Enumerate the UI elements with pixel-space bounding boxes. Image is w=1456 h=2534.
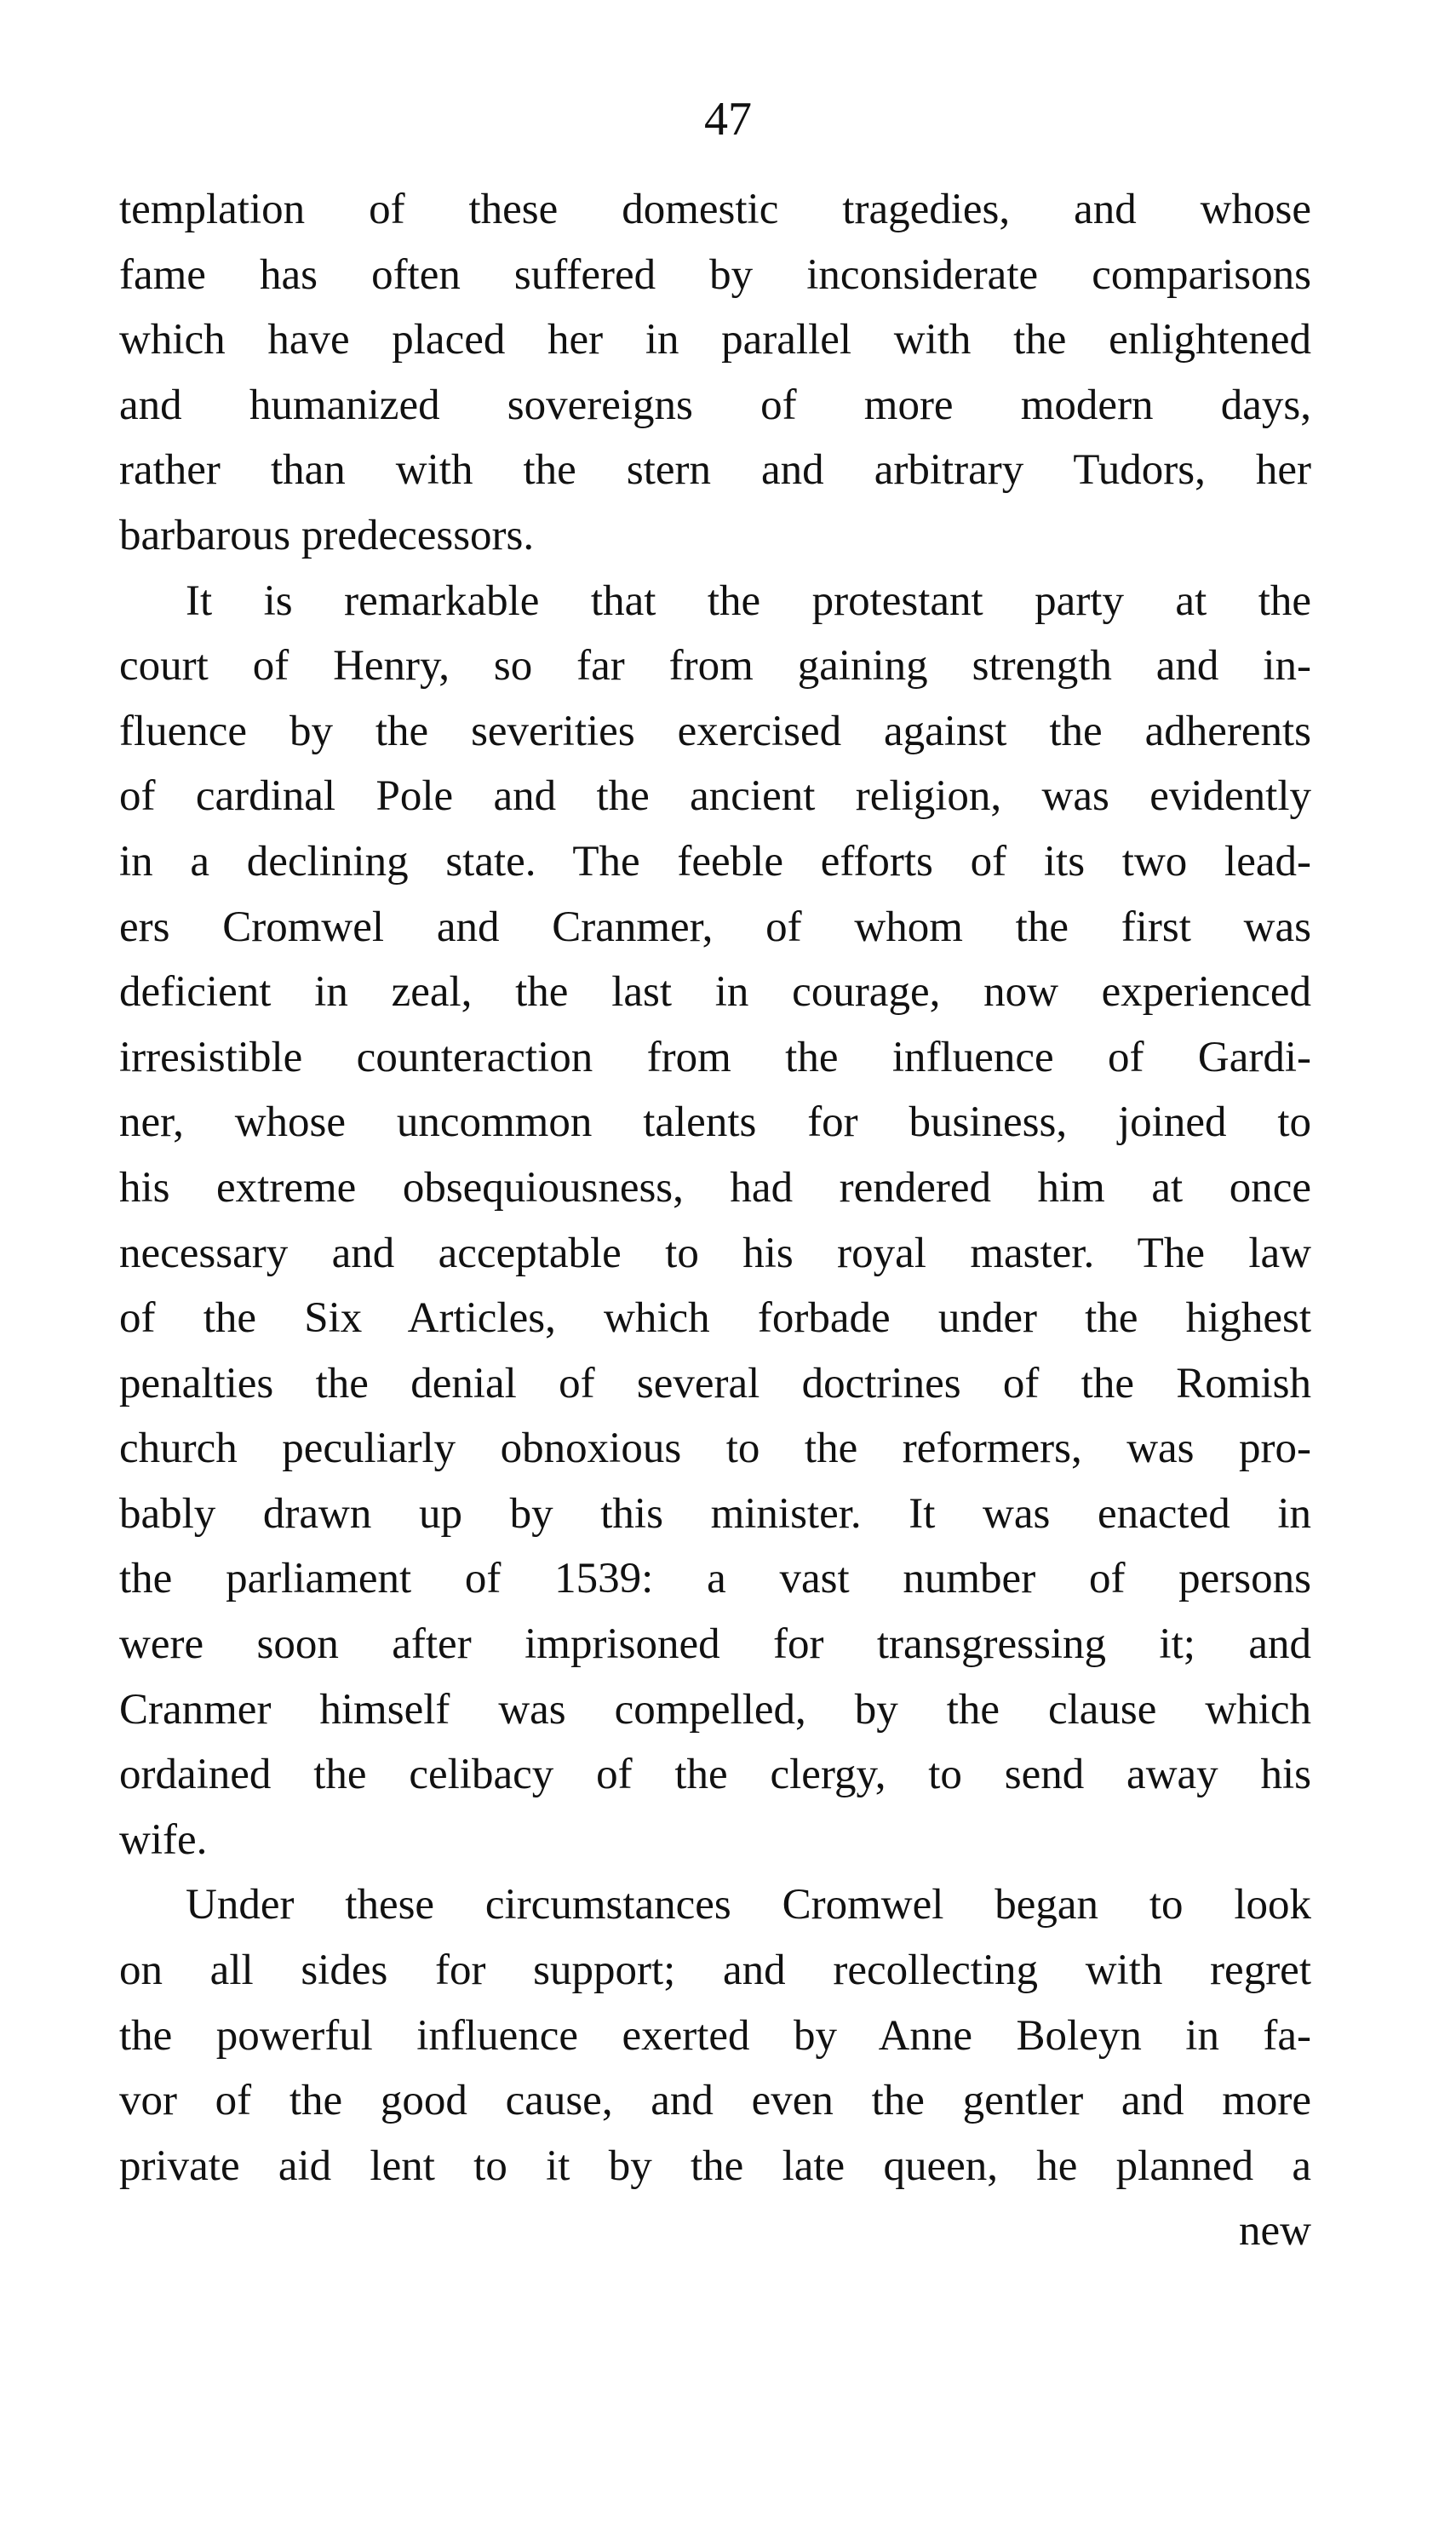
text-line: the powerful influence exerted by Anne Boleyn in fa- — [119, 2011, 1311, 2060]
paragraph-1 — [119, 177, 1311, 569]
text-line: deficient in zeal, the last in courage, now experienced — [119, 968, 1311, 1017]
text-line: Under these circumstances Cromwel began to look — [186, 1881, 1311, 1929]
page-number: 47 — [704, 93, 752, 146]
text-line: rather than with the stern and arbitrary Tudors, her — [119, 446, 1311, 495]
text-line: the parliament of 1539: a vast number of persons — [119, 1555, 1311, 1603]
text-line: ers Cromwel and Cranmer, of whom the first was — [119, 903, 1311, 951]
paragraph-3 — [119, 1872, 1311, 2199]
text-line: in a declining state. The feeble efforts of its two lead- — [119, 837, 1311, 886]
text-line: fluence by the severities exercised against the adherents — [119, 707, 1311, 755]
text-line: fame has often suffered by inconsiderate comparisons — [119, 250, 1311, 299]
text-line: and humanized sovereigns of more modern days, — [119, 381, 1311, 429]
text-line: Cranmer himself was compelled, by the clause which — [119, 1685, 1311, 1734]
text-line: penalties the denial of several doctrines of the Romish — [119, 1359, 1311, 1407]
text-line: which have placed her in parallel with the enlightened — [119, 316, 1311, 364]
catchword: new — [1239, 2207, 1311, 2256]
text-line: private aid lent to it by the late queen, he planned a — [119, 2141, 1311, 2190]
text-line: wife. — [119, 1815, 208, 1864]
text-line: of the Six Articles, which forbade under the highest — [119, 1294, 1311, 1343]
text-line: court of Henry, so far from gaining strength and in- — [119, 642, 1311, 691]
text-line: ordained the celibacy of the clergy, to send away his — [119, 1751, 1311, 1799]
text-line: necessary and acceptable to his royal master. The law — [119, 1229, 1311, 1277]
text-line: vor of the good cause, and even the gentler and more — [119, 2077, 1311, 2125]
paragraph-2 — [119, 569, 1311, 1873]
text-line: were soon after imprisoned for transgressing it; and — [119, 1620, 1311, 1669]
body-text — [119, 177, 1311, 2264]
text-line: on all sides for support; and recollecting with regret — [119, 1946, 1311, 1995]
text-line: of cardinal Pole and the ancient religion, was evidently — [119, 772, 1311, 821]
text-line: his extreme obsequiousness, had rendered him at once — [119, 1163, 1311, 1212]
text-line: irresistible counteraction from the influence of Gardi- — [119, 1033, 1311, 1081]
text-line: barbarous predecessors. — [119, 511, 535, 559]
text-line: bably drawn up by this minister. It was enacted in — [119, 1489, 1311, 1538]
text-line: It is remarkable that the protestant party at the — [186, 576, 1311, 625]
text-line: ner, whose uncommon talents for business, joined to — [119, 1098, 1311, 1147]
text-line: church peculiarly obnoxious to the reformers, was pro- — [119, 1425, 1311, 1473]
text-line: templation of these domestic tragedies, and whose — [119, 186, 1311, 233]
